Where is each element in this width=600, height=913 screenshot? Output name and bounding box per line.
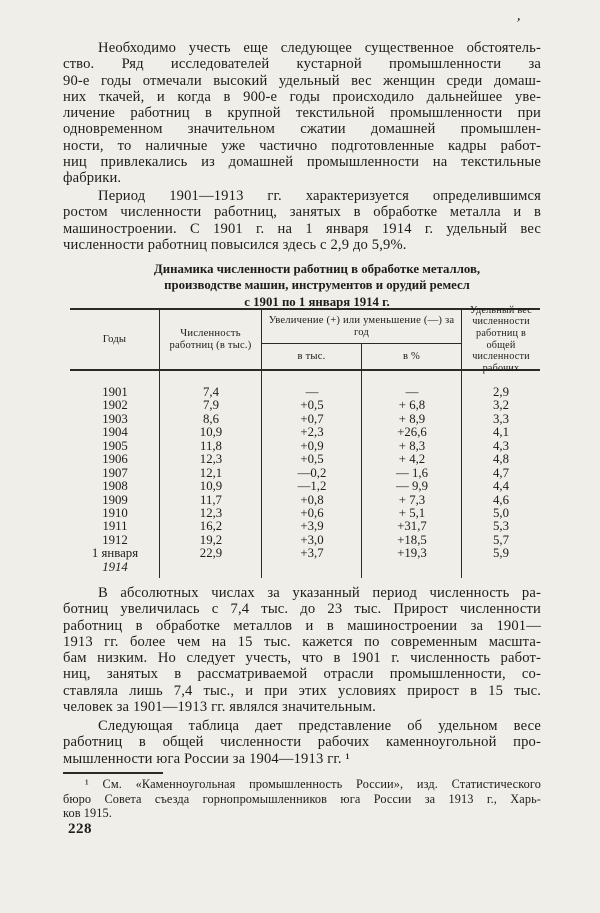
table-cell: 1911: [102, 519, 128, 534]
table-row: [70, 386, 540, 399]
footnote-divider: [63, 772, 163, 774]
table-cell: 2,9: [493, 385, 509, 399]
table-cell: 1907: [102, 465, 128, 480]
paragraph-intro: [63, 40, 541, 187]
table-cell: 1901: [102, 385, 128, 399]
table-row: [70, 426, 540, 439]
text-line: Динамика численности работниц в обработке металлов,: [153, 262, 481, 276]
text-line: бам низким. Но следует учесть, что в 1901 г. численность работ-: [63, 650, 541, 667]
table-row: [70, 440, 540, 453]
text-line: них ткачей, и когда в 900-е годы происходило дальнейшее уве-: [63, 88, 541, 105]
table-cell: —: [305, 385, 319, 399]
column-header-change-group: [262, 310, 462, 369]
column-header-change-percent: в %: [402, 350, 421, 362]
table-rows: [70, 371, 540, 574]
table-cell-year-second-line: 1914: [102, 559, 128, 574]
text-line: машиностроении. С 1901 г. на 1 января 1914 г. удельный вес: [63, 220, 541, 237]
text-line: 90-е годы отмечали высокий удельный вес женщин среди домаш-: [63, 72, 541, 89]
table-cell: — 1,6: [396, 465, 428, 480]
table-cell: 19,2: [199, 532, 223, 547]
table-title: [63, 261, 541, 310]
column-header-years: Годы: [70, 310, 160, 369]
text-line: ботниц увеличилась с 7,4 тыс. до 23 тыс. Прирост численности: [63, 601, 541, 618]
table-cell: —0,2: [297, 465, 327, 480]
table-cell: 4,1: [493, 425, 509, 440]
footnote: [63, 777, 541, 821]
table-cell: +3,9: [300, 519, 324, 534]
table-cell: +18,5: [397, 532, 427, 547]
table-body: [70, 371, 540, 578]
table-cell: +19,3: [397, 546, 427, 561]
table-cell: 8,6: [203, 411, 219, 426]
table-cell: + 7,3: [398, 492, 426, 507]
table-row: [70, 467, 540, 480]
table-cell: 12,3: [199, 452, 223, 467]
table-cell: 1 января 1914: [70, 547, 160, 574]
table-cell: + 8,3: [398, 438, 426, 453]
table-cell: +0,8: [300, 492, 324, 507]
table-cell: 10,9: [199, 425, 223, 440]
table-cell: 5,3: [493, 519, 509, 534]
text-line: с 1901 по 1 января 1914 г.: [244, 294, 390, 309]
table-row: [70, 453, 540, 466]
table-vertical-rule: [261, 371, 262, 578]
text-line: численности работниц повысился здесь с 2,9 до 5,9%.: [63, 236, 407, 253]
table-row: [70, 507, 540, 520]
table-cell: 5,0: [493, 505, 509, 520]
text-line: Период 1901—1913 гг. характеризуется определившимся: [98, 188, 541, 204]
table-row: [70, 520, 540, 533]
text-line: производстве машин, инструментов и орудий ремесл: [164, 278, 470, 293]
table-cell: +31,7: [397, 519, 427, 534]
table-cell: 3,3: [493, 411, 509, 426]
page-number: 228: [68, 821, 92, 837]
column-header-change-per-year: Увеличение (+) или уменьшение (—) за год: [262, 310, 461, 344]
text-line: личение работниц в крупной текстильной промышленности при: [63, 105, 541, 122]
table-cell: 4,7: [493, 465, 509, 480]
table-cell: 3,2: [493, 398, 509, 413]
table-cell: +26,6: [397, 425, 427, 440]
column-header-workers-count: Численность работниц (в тыс.): [160, 310, 262, 369]
text-line: 1913 гг. более чем на 15 тыс. кажется по современным масшта-: [63, 633, 541, 650]
table-cell: 1902: [102, 398, 128, 413]
table-cell: 11,7: [200, 492, 222, 507]
table-cell: +2,3: [300, 425, 324, 440]
column-header-share: Удельный вес численности работниц в общей численности рабочих: [470, 304, 532, 374]
table-cell: +0,7: [300, 411, 324, 426]
column-header-change-subrow: [262, 344, 461, 369]
table-cell: 22,9: [199, 546, 223, 561]
text-line: ности, то наличные уже частично подготовленные кадры работ-: [63, 137, 541, 154]
table-cell: 10,9: [199, 479, 223, 494]
table-row: [70, 534, 540, 547]
table-header-row: [70, 304, 540, 374]
table-cell: +3,0: [300, 532, 324, 547]
table-cell: 1906: [102, 452, 128, 467]
text-line: ростом численности работниц, занятых в обработке металла и в: [63, 204, 541, 221]
table-cell: 16,2: [199, 519, 223, 534]
text-line: Необходимо учесть еще следующее существенное обстоятель-: [98, 40, 541, 56]
table-cell: —: [405, 385, 419, 399]
text-line: ниц, занятых в рассматриваемой отрасли промышленности, со-: [63, 666, 541, 683]
text-line: ство. Ряд исследователей кустарной промышленности за: [63, 56, 541, 73]
scan-artifact-mark: ’: [513, 15, 522, 33]
table-row: [70, 413, 540, 426]
statistics-table: [70, 304, 540, 578]
paragraph-absolute-numbers: [63, 585, 541, 715]
table-cell: 4,8: [493, 452, 509, 467]
table-cell: — 9,9: [396, 479, 428, 494]
text-line: мышленности юга России за 1904—1913 гг. ¹: [63, 750, 350, 767]
table-cell: + 5,1: [398, 505, 426, 520]
column-header-change-thousands: в тыс.: [262, 344, 362, 369]
table-cell: 1903: [102, 411, 128, 426]
table-cell: 1904: [102, 425, 128, 440]
table-row: [70, 547, 540, 574]
table-vertical-rule: [461, 371, 462, 578]
table-cell: —1,2: [297, 479, 327, 494]
text-line: человек за 1901—1913 гг. являлся значительным.: [63, 699, 376, 716]
text-line: ¹ См. «Каменноугольная промышленность России», изд. Статистического: [85, 777, 541, 791]
table-cell: 12,3: [199, 505, 223, 520]
text-line: В абсолютных числах за указанный период численность ра-: [98, 585, 541, 601]
table-cell: +0,6: [300, 505, 324, 520]
table-cell: 1905: [102, 438, 128, 453]
table-cell: +0,5: [300, 398, 324, 413]
text-line: ставляла лишь 7,4 тыс., и при этих условиях прирост в 15 тыс.: [63, 682, 541, 699]
text-line: ков 1915.: [63, 806, 112, 821]
table-row: [70, 480, 540, 493]
table-cell: 1909: [102, 492, 128, 507]
table-row: [70, 494, 540, 507]
text-line: одновременном значительном сжатии домашней промышлен-: [63, 121, 541, 138]
paragraph-period-1901-1913: [63, 188, 541, 253]
table-cell: 4,6: [493, 492, 509, 507]
table-cell: + 6,8: [398, 398, 426, 413]
paragraph-next-table: [63, 718, 541, 767]
table-vertical-rule: [361, 371, 362, 578]
table-cell: +0,5: [300, 452, 324, 467]
table-row: [70, 399, 540, 412]
text-line: работниц в общей численности рабочих каменноугольной про-: [63, 734, 541, 751]
table-cell: +0,9: [300, 438, 324, 453]
table-cell: 7,9: [203, 398, 219, 413]
table-cell: 4,4: [493, 479, 509, 494]
table-cell: 1912: [102, 532, 128, 547]
text-line: ниц привлекались из домашней промышленности на текстильные: [63, 154, 541, 171]
table-cell: 5,7: [493, 532, 509, 547]
table-cell: + 8,9: [398, 411, 426, 426]
table-cell: 7,4: [203, 385, 219, 399]
table-cell: +3,7: [300, 546, 324, 561]
text-line: фабрики.: [63, 170, 122, 187]
table-cell: + 4,2: [398, 452, 426, 467]
table-cell: 1910: [102, 505, 128, 520]
text-line: работниц в обработке металлов и в машиностроении за 1901—: [63, 617, 541, 634]
table-cell: 11,8: [200, 438, 222, 453]
table-vertical-rule: [159, 371, 160, 578]
table-cell: 4,3: [493, 438, 509, 453]
table-cell: 1908: [102, 479, 128, 494]
table-cell: 5,9: [493, 546, 509, 561]
text-line: Следующая таблица дает представление об удельном весе: [98, 718, 541, 734]
text-line: бюро Совета съезда горнопромышленников юга России за 1913 г., Харь-: [63, 791, 541, 806]
table-cell: 12,1: [199, 465, 223, 480]
